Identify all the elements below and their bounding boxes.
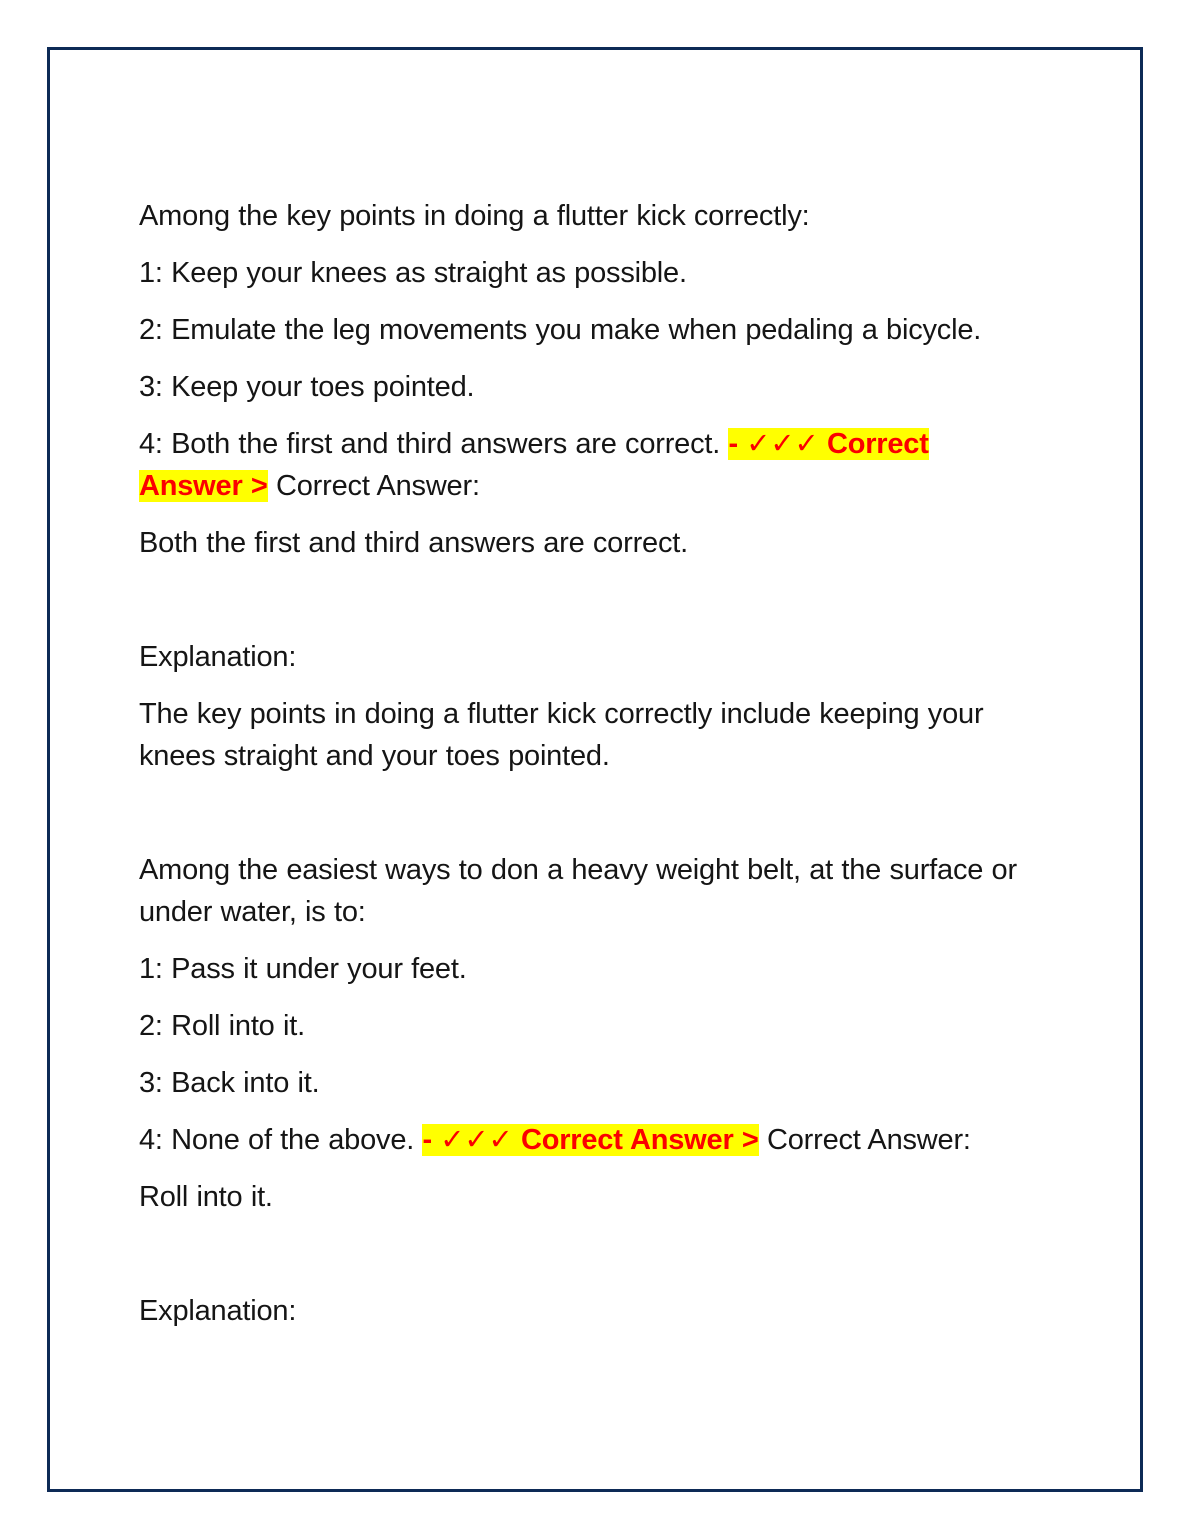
correct-answer-highlight: - ✓✓✓ Correct Answer > — [139, 428, 929, 502]
paragraph — [139, 252, 1032, 294]
paragraph — [139, 1176, 1032, 1218]
paragraph — [139, 1062, 1032, 1104]
empty-paragraph — [139, 792, 1032, 834]
paragraph — [139, 1005, 1032, 1047]
empty-paragraph — [139, 579, 1032, 621]
text-run: Explanation: — [139, 641, 297, 673]
text-run: 3: Back into it. — [139, 1067, 320, 1099]
paragraph — [139, 195, 1032, 237]
text-run: Correct Answer: — [267, 470, 480, 502]
text-run: Among the easiest ways to don a heavy weight belt, at the surface or under water, is to: — [139, 854, 1017, 928]
page-border — [47, 47, 1143, 1492]
text-run: Among the key points in doing a flutter kick correctly: — [139, 200, 810, 232]
text-run: 4: Both the first and third answers are correct. — [139, 428, 729, 460]
text-run: 2: Roll into it. — [139, 1010, 305, 1042]
text-run: Roll into it. — [139, 1181, 273, 1213]
text-run: Both the first and third answers are correct. — [139, 527, 688, 559]
paragraph — [139, 309, 1032, 351]
paragraph — [139, 693, 1032, 777]
paragraph — [139, 849, 1032, 933]
document-body — [139, 195, 1032, 1347]
paragraph — [139, 1119, 1032, 1161]
text-run: Explanation: — [139, 1295, 297, 1327]
text-run: 2: Emulate the leg movements you make when pedaling a bicycle. — [139, 314, 982, 346]
empty-paragraph — [139, 1233, 1032, 1275]
text-run: The key points in doing a flutter kick correctly include keeping your knees straight and your toes pointed. — [139, 698, 984, 772]
paragraph — [139, 522, 1032, 564]
correct-answer-highlight: - ✓✓✓ Correct Answer > — [422, 1124, 759, 1156]
paragraph — [139, 636, 1032, 678]
text-run: 4: None of the above. — [139, 1124, 423, 1156]
paragraph — [139, 948, 1032, 990]
text-run: 1: Pass it under your feet. — [139, 953, 467, 985]
paragraph — [139, 1290, 1032, 1332]
text-run: 1: Keep your knees as straight as possible. — [139, 257, 687, 289]
text-run: Correct Answer: — [758, 1124, 971, 1156]
text-run: 3: Keep your toes pointed. — [139, 371, 475, 403]
paragraph — [139, 423, 1032, 507]
paragraph — [139, 366, 1032, 408]
